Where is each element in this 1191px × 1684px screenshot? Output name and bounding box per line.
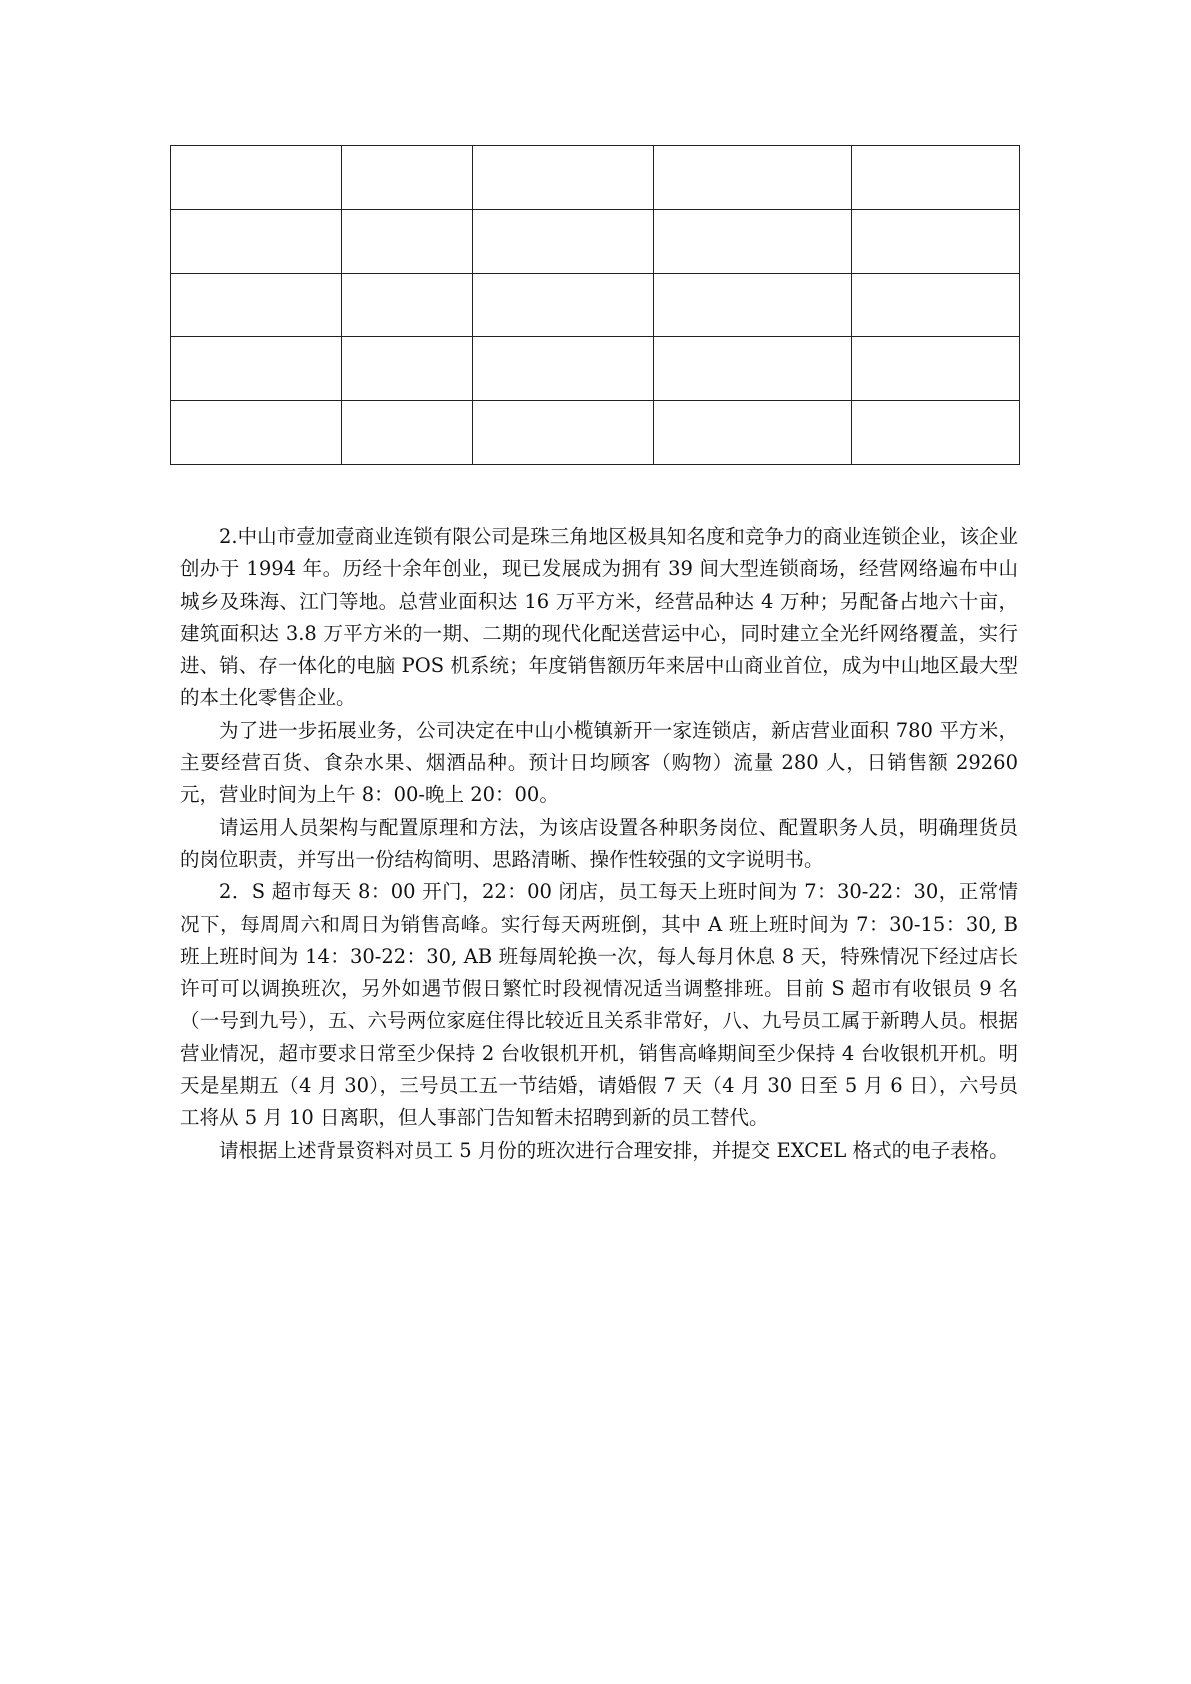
table-cell (654, 209, 852, 273)
table-cell (171, 146, 342, 210)
paragraph-task-staffing: 请运用人员架构与配置原理和方法，为该店设置各种职务岗位、配置职务人员，明确理货员的岗位职责，并写出一份结构简明、思路清晰、操作性较强的文字说明书。 (180, 815, 1018, 871)
table-cell (473, 401, 654, 465)
body-text (180, 521, 1018, 1167)
table-cell (473, 337, 654, 401)
paragraph-supermarket-shifts: 2．S 超市每天 8：00 开门，22：00 闭店，员工每天上班时间为 7：30-22：30，正常情况下，每周周六和周日为销售高峰。实行每天两班倒，其中 A 班上班时间为 7：30-15：30, B 班上班时间为 14：30-22：30, AB 班每周轮换一次，每人每月休息 8 天，特殊情况下经过店长许可可以调换班次，另外如遇节假日繁忙时段视情况适当调整排班。目前 S 超市有收银员 9 名（一号到九号），五、六号两位家庭住得比较近且关系非常好，八、九号员工属于新聘人员。根据营业情况，超市要求日常至少保持 2 台收银机开机，销售高峰期间至少保持 4 台收银机开机。明天是星期五（4 月 30），三号员工五一节结婚，请婚假 7 天（4 月 30 日至 5 月 6 日），六号员工将从 5 月 10 日离职，但人事部门告知暂未招聘到新的员工替代。 (180, 880, 1018, 1130)
table-cell (171, 401, 342, 465)
table-cell (342, 401, 473, 465)
table-row (171, 401, 1020, 465)
table-cell (473, 146, 654, 210)
blank-table (170, 145, 1020, 465)
table-cell (852, 401, 1020, 465)
table-cell (852, 337, 1020, 401)
table-cell (342, 337, 473, 401)
paragraph-task-schedule: 请根据上述背景资料对员工 5 月份的班次进行合理安排，并提交 EXCEL 格式的电子表格。 (219, 1138, 1009, 1162)
table-row (171, 146, 1020, 210)
table-cell (654, 146, 852, 210)
table-cell (654, 273, 852, 337)
table-row (171, 273, 1020, 337)
table-row (171, 337, 1020, 401)
table-cell (342, 209, 473, 273)
table-cell (473, 209, 654, 273)
table-row (171, 209, 1020, 273)
table-cell (473, 273, 654, 337)
table-cell (852, 146, 1020, 210)
table-cell (654, 337, 852, 401)
table-cell (342, 146, 473, 210)
table-cell (852, 209, 1020, 273)
table-cell (171, 209, 342, 273)
table-cell (654, 401, 852, 465)
table-cell (852, 273, 1020, 337)
table-cell (171, 273, 342, 337)
paragraph-new-store: 为了进一步拓展业务，公司决定在中山小榄镇新开一家连锁店，新店营业面积 780 平方米，主要经营百货、食杂水果、烟酒品种。预计日均顾客（购物）流量 280 人，日销售额 29260 元，营业时间为上午 8：00-晚上 20：00。 (180, 718, 1018, 807)
table-cell (171, 337, 342, 401)
table-cell (342, 273, 473, 337)
paragraph-company-intro: 2.中山市壹加壹商业连锁有限公司是珠三角地区极具知名度和竞争力的商业连锁企业，该企业创办于 1994 年。历经十余年创业，现已发展成为拥有 39 间大型连锁商场，经营网络遍布中山城乡及珠海、江门等地。总营业面积达 16 万平方米，经营品种达 4 万种；另配备占地六十亩，建筑面积达 3.8 万平方米的一期、二期的现代化配送营运中心，同时建立全光纤网络覆盖，实行进、销、存一体化的电脑 POS 机系统；年度销售额历年来居中山商业首位，成为中山地区最大型的本土化零售企业。 (180, 525, 1018, 710)
